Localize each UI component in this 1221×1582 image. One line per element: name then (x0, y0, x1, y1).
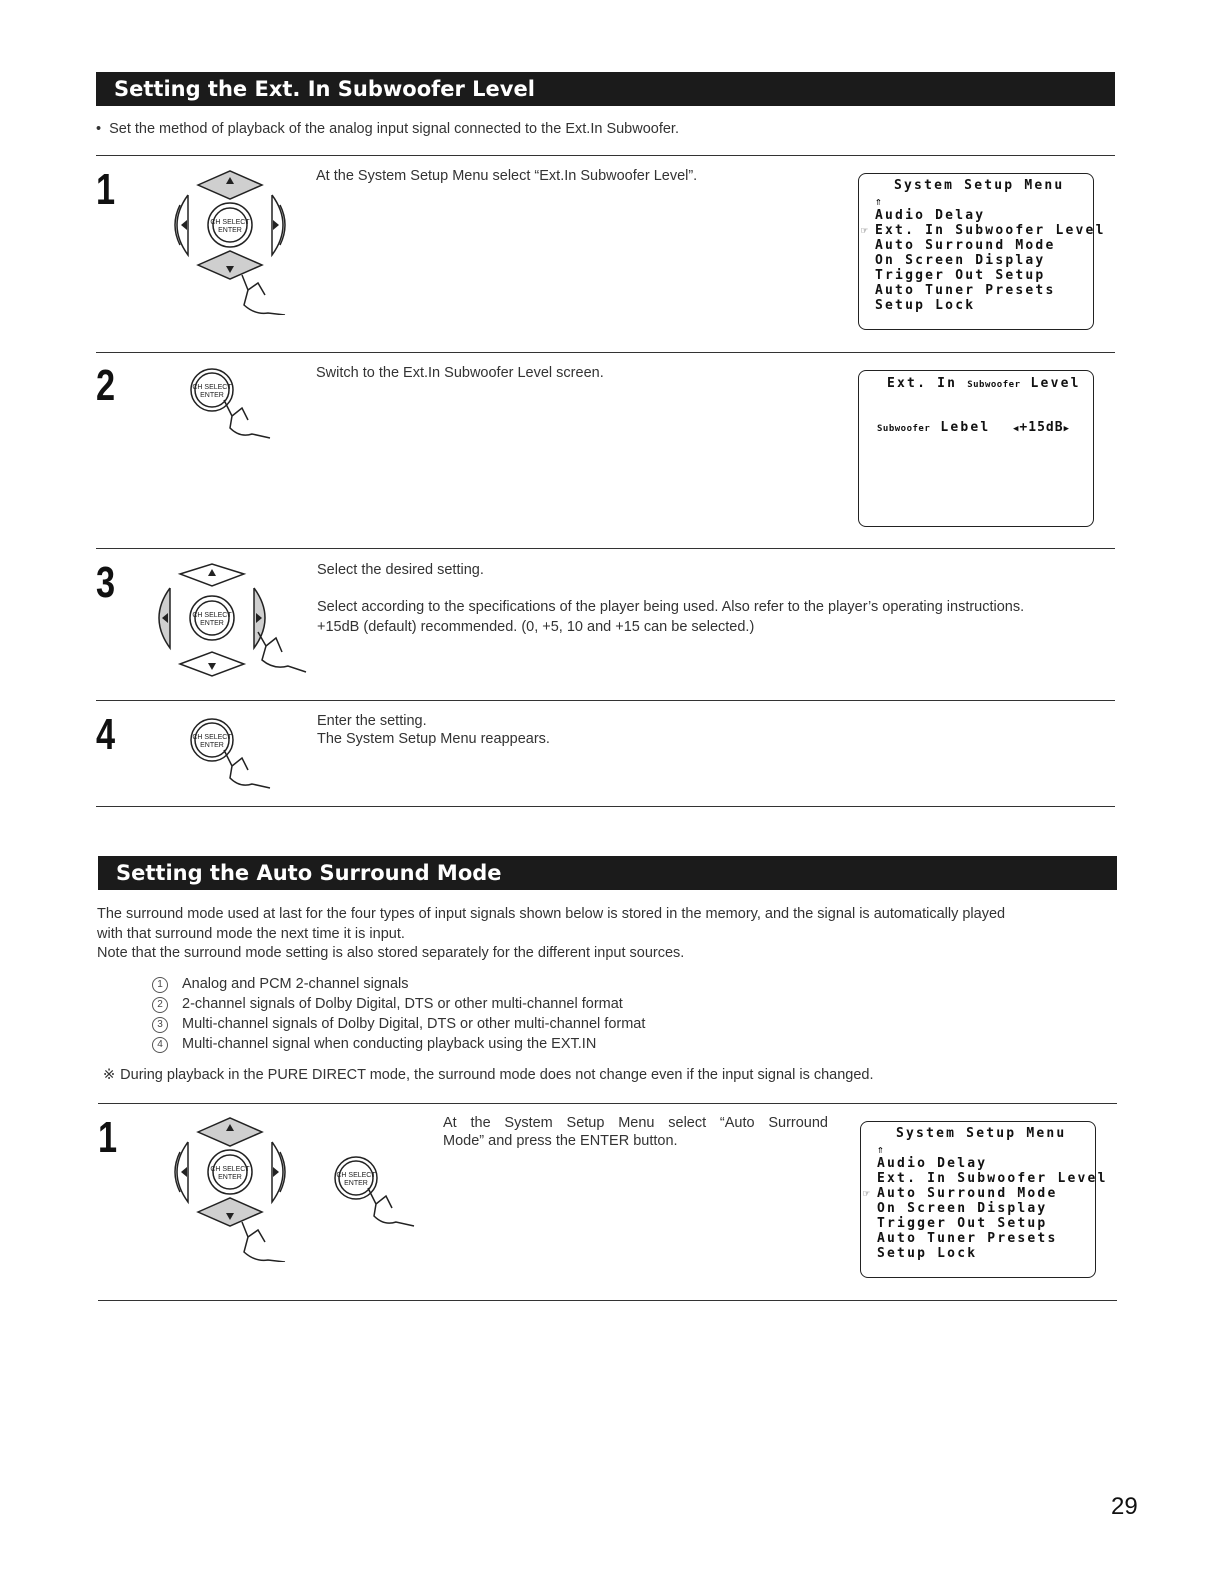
button-label: ENTER (200, 742, 224, 749)
setting-value (1013, 420, 1070, 437)
divider (96, 155, 1115, 156)
step-text: Select the desired setting. (317, 562, 484, 578)
hand-pointer-icon (368, 1188, 414, 1226)
osd-item: Auto Tuner Presets (877, 1231, 1058, 1246)
bullet-icon: • (96, 121, 102, 137)
section-banner-subwoofer (96, 72, 1115, 106)
remote-dpad-icon (150, 560, 310, 690)
step-text: +15dB (default) recommended. (0, +5, 10 and +15 can be selected.) (317, 619, 755, 635)
remote-dpad-icon (160, 165, 300, 315)
right-triangle-icon: ▶ (1063, 424, 1070, 434)
osd-title: Ext. In Subwoofer Level (887, 376, 1081, 391)
section-title: Setting the Ext. In Subwoofer Level (114, 77, 535, 101)
note (103, 1066, 874, 1085)
hand-pointer-icon (224, 750, 270, 788)
osd-system-setup-menu (858, 173, 1106, 330)
divider (96, 352, 1115, 353)
divider (98, 1103, 1117, 1104)
note-text: During playback in the PURE DIRECT mode, the surround mode does not change even if the input signal is changed. (120, 1067, 874, 1083)
osd-item: Ext. In Subwoofer Level (877, 1171, 1108, 1186)
osd-item: Auto Tuner Presets (875, 283, 1056, 298)
step-text: At the System Setup Menu select “Ext.In Subwoofer Level”. (316, 168, 698, 184)
step-number: 4 (96, 710, 116, 759)
osd-item: On Screen Display (877, 1201, 1048, 1216)
note-symbol-icon: ※ (103, 1067, 116, 1083)
step-text: Mode” and press the ENTER button. (443, 1133, 678, 1149)
button-label: ENTER (344, 1180, 368, 1187)
osd-system-setup-menu (860, 1121, 1108, 1278)
step-number: 1 (96, 165, 116, 214)
setting-label: Lebel (940, 420, 991, 435)
hand-pointer-icon (258, 632, 306, 672)
step-number: 3 (96, 558, 116, 607)
setting-label-prefix: Subwoofer (877, 424, 931, 434)
list-text: Analog and PCM 2-channel signals (182, 976, 409, 992)
osd-item: Trigger Out Setup (877, 1216, 1048, 1231)
hand-pointer-icon (224, 400, 270, 438)
osd-setting-row (877, 420, 990, 437)
circled-number-icon: 3 (152, 1017, 168, 1033)
cursor-pointer-icon: ☞ (863, 1187, 870, 1200)
list-text: Multi-channel signals of Dolby Digital, DTS or other multi-channel format (182, 1016, 646, 1032)
osd-item: Setup Lock (875, 298, 976, 313)
button-label: CH SELECT (192, 384, 232, 391)
osd-item-selected: Auto Surround Mode (877, 1186, 1058, 1201)
value-text: +15dB (1019, 420, 1064, 435)
list-text: Multi-channel signal when conducting playback using the EXT.IN (182, 1036, 597, 1052)
step-text: Select according to the specifications of the player being used. Also refer to the player’s operating instructions. (317, 599, 1025, 615)
list-item (152, 995, 623, 1014)
osd-item: Audio Delay (877, 1156, 988, 1171)
paragraph: Note that the surround mode setting is also stored separately for the different input sources. (97, 945, 685, 961)
osd-title: System Setup Menu (896, 1126, 1067, 1141)
step-number: 2 (96, 361, 116, 410)
scroll-up-icon: ⇑ (877, 1143, 886, 1156)
osd-item-selected: Ext. In Subwoofer Level (875, 223, 1106, 238)
paragraph: with that surround mode the next time it is input. (97, 926, 405, 942)
osd-item: On Screen Display (875, 253, 1046, 268)
step-text: At the System Setup Menu select “Auto Surround (443, 1115, 828, 1131)
step-text: Enter the setting. (317, 713, 427, 729)
list-item (152, 1015, 645, 1034)
divider (96, 548, 1115, 549)
divider (96, 806, 1115, 807)
hand-pointer-icon (242, 275, 285, 315)
scroll-up-icon: ⇑ (875, 195, 884, 208)
enter-button-icon (180, 712, 280, 792)
osd-title: System Setup Menu (894, 178, 1065, 193)
intro-text: Set the method of playback of the analog input signal connected to the Ext.In Subwoofer. (109, 121, 679, 137)
page-number: 29 (1111, 1493, 1138, 1520)
up-arrow-button (198, 171, 262, 199)
osd-item: Audio Delay (875, 208, 986, 223)
step-text: Switch to the Ext.In Subwoofer Level screen. (316, 365, 604, 381)
left-triangle-icon: ◀ (1013, 424, 1020, 434)
button-label: ENTER (200, 392, 224, 399)
paragraph: The surround mode used at last for the four types of input signals shown below is stored in the memory, and the signal is automatically played (97, 906, 1006, 922)
hand-pointer-icon (242, 1222, 285, 1262)
button-label: CH SELECT (192, 734, 232, 741)
list-item (152, 1035, 596, 1054)
list-text: 2-channel signals of Dolby Digital, DTS or other multi-channel format (182, 996, 623, 1012)
section-banner-auto-surround (98, 856, 1117, 890)
osd-item: Setup Lock (877, 1246, 978, 1261)
remote-dpad-icon (160, 1112, 300, 1262)
step-text: The System Setup Menu reappears. (317, 731, 550, 747)
divider (96, 700, 1115, 701)
button-label: ENTER (200, 620, 224, 627)
cursor-pointer-icon: ☞ (861, 224, 868, 237)
divider (98, 1300, 1117, 1301)
button-label: CH SELECT (192, 612, 232, 619)
intro-bullet (96, 120, 679, 139)
button-label: CH SELECT (210, 219, 250, 226)
button-label: ENTER (218, 227, 242, 234)
button-label: ENTER (218, 1174, 242, 1181)
circled-number-icon: 4 (152, 1037, 168, 1053)
circled-number-icon: 2 (152, 997, 168, 1013)
osd-item: Auto Surround Mode (875, 238, 1056, 253)
button-label: CH SELECT (210, 1166, 250, 1173)
button-label: CH SELECT (336, 1172, 376, 1179)
circled-number-icon: 1 (152, 977, 168, 993)
step-number: 1 (98, 1113, 118, 1162)
section-title: Setting the Auto Surround Mode (116, 861, 502, 885)
down-arrow-button (198, 251, 262, 279)
list-item (152, 975, 409, 994)
enter-button-icon (180, 362, 280, 442)
osd-subwoofer-level (858, 370, 1094, 527)
osd-item: Trigger Out Setup (875, 268, 1046, 283)
enter-button-icon (324, 1150, 424, 1230)
